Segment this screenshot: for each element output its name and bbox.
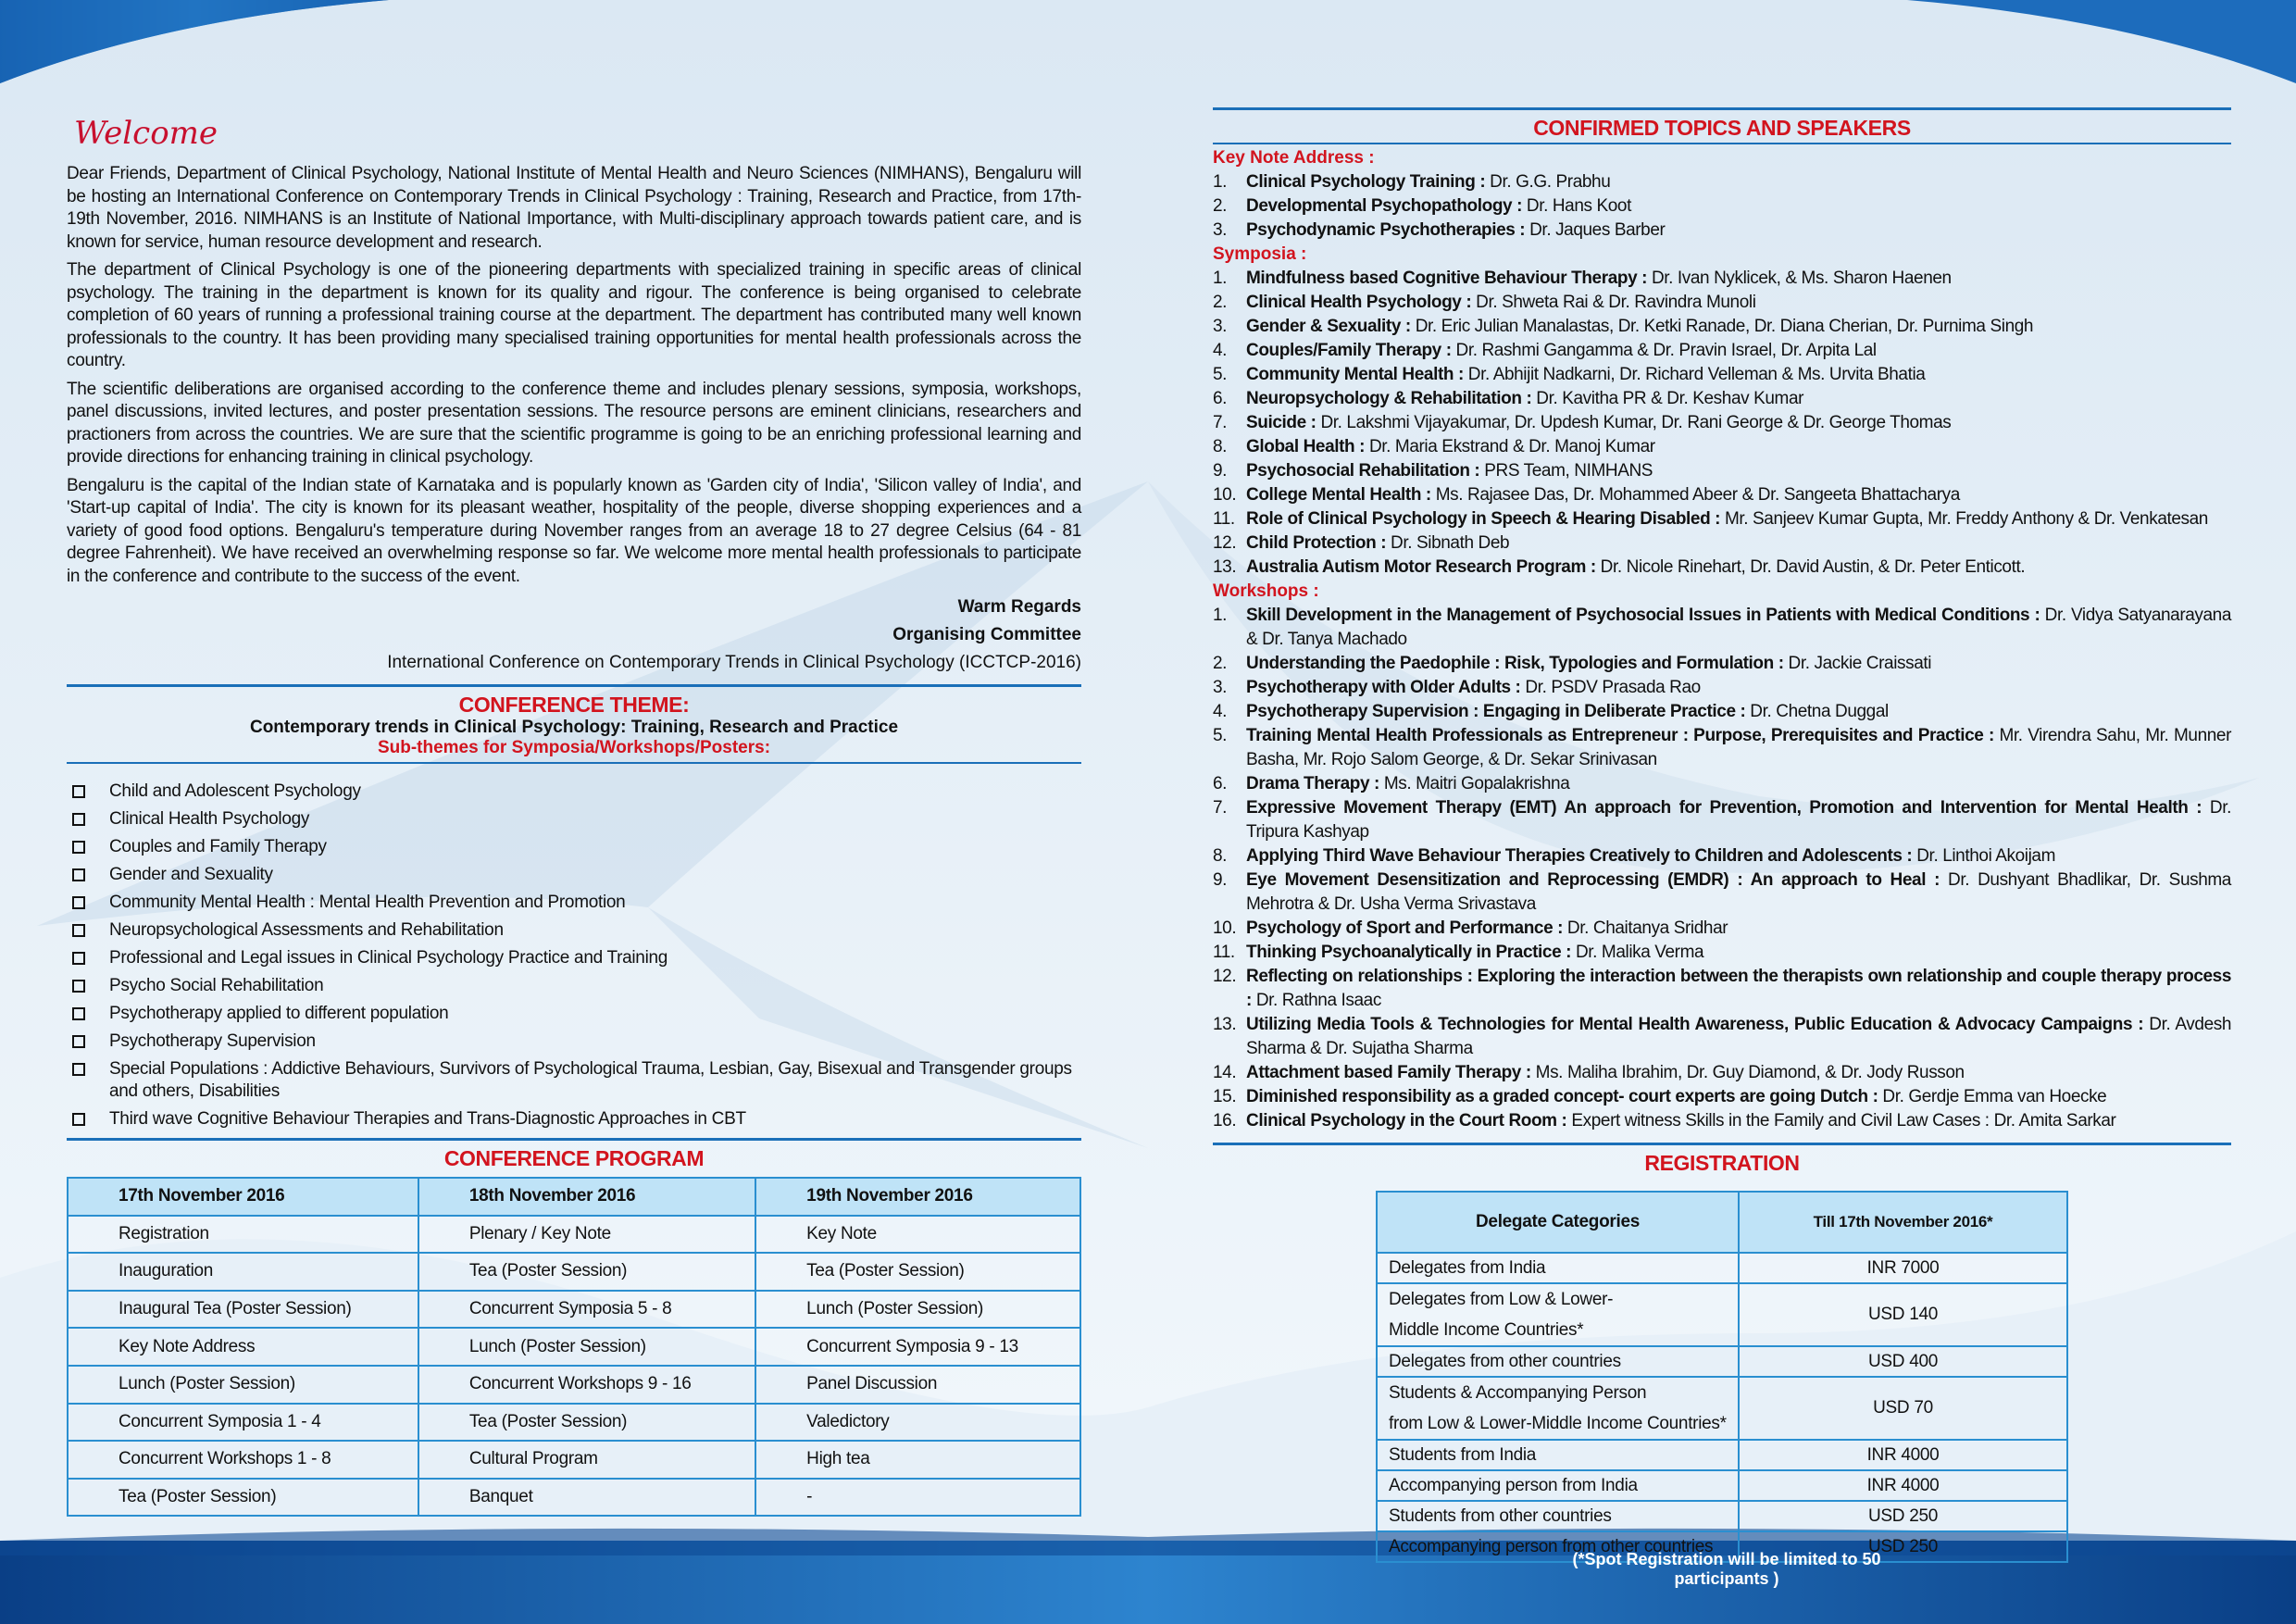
item-number: 2. [1213, 196, 1228, 216]
item-title: College Mental Health : [1246, 485, 1431, 505]
item-text [1246, 411, 2231, 435]
item-speakers: Dr. Tripura Kashyap [1246, 798, 2231, 842]
item-speakers: Mr. Virendra Sahu, Mr. Munner Basha, Mr. Rojo Salom George, & Dr. Sekar Srinivasan [1246, 726, 2231, 769]
item-number: 2. [1213, 654, 1228, 673]
table-cell: Delegates from India [1377, 1253, 1739, 1283]
list-item [1213, 1013, 2231, 1061]
list-item [1213, 1061, 2231, 1085]
item-number: 3. [1213, 220, 1228, 240]
item-number: 12. [1213, 533, 1237, 553]
list-item [1213, 676, 2231, 700]
item-speakers: Dr. Maria Ekstrand & Dr. Manoj Kumar [1365, 437, 1655, 456]
item-text [1246, 676, 2231, 700]
item-number: 8. [1213, 846, 1228, 866]
item-title: Couples/Family Therapy : [1246, 341, 1452, 360]
item-speakers: Dr. Chetna Duggal [1745, 702, 1889, 721]
item-number: 5. [1213, 365, 1228, 384]
keynote-list [1213, 170, 2231, 243]
list-item [1213, 507, 2231, 531]
item-number: 10. [1213, 485, 1237, 505]
item-text [1246, 1085, 2231, 1109]
item-title: Training Mental Health Professionals as Entrepreneur : Purpose, Prerequisites and Practice : [1246, 726, 1994, 745]
subthemes-heading: Sub-themes for Symposia/Workshops/Posters: [377, 738, 771, 757]
subtheme-item: Gender and Sexuality [67, 864, 1081, 886]
item-speakers: Dr. Chaitanya Sridhar [1563, 918, 1728, 938]
list-item [1213, 556, 2231, 580]
table-cell: Cultural Program [418, 1441, 755, 1479]
item-speakers: Dr. Dushyant Bhadlikar, Dr. Sushma Mehrotra & Dr. Usha Verma Srivastava [1246, 870, 2231, 914]
list-item [1213, 531, 2231, 556]
table-row [1377, 1346, 2067, 1377]
table-cell: Concurrent Symposia 9 - 13 [755, 1328, 1080, 1366]
table-cell: USD 250 [1739, 1531, 2067, 1562]
table-cell: Key Note [755, 1216, 1080, 1254]
list-item [1213, 652, 2231, 676]
table-cell: INR 4000 [1739, 1440, 2067, 1470]
keynote-label: Key Note Address : [1213, 148, 1375, 168]
list-item [1213, 1085, 2231, 1109]
table-cell: - [755, 1479, 1080, 1517]
table-cell: Students & Accompanying Person from Low & Lower-Middle Income Countries* [1377, 1377, 1739, 1440]
item-title: Understanding the Paedophile : Risk, Typologies and Formulation : [1246, 654, 1784, 673]
checkbox-icon [72, 868, 85, 881]
table-row [1377, 1470, 2067, 1501]
item-number: 1. [1213, 172, 1228, 192]
subtheme-item: Neuropsychological Assessments and Rehabilitation [67, 919, 1081, 942]
item-number: 15. [1213, 1087, 1237, 1106]
workshops-label: Workshops : [1213, 581, 1319, 601]
subtheme-item: Community Mental Health : Mental Health Prevention and Promotion [67, 892, 1081, 914]
item-text [1246, 965, 2231, 1013]
symposia-list [1213, 267, 2231, 580]
table-cell: Valedictory [755, 1404, 1080, 1442]
list-item [1213, 724, 2231, 772]
list-item [1213, 194, 2231, 219]
checkbox-icon [72, 813, 85, 826]
table-row [68, 1216, 1080, 1254]
list-item [1213, 219, 2231, 243]
item-speakers: Expert witness Skills in the Family and Civil Law Cases : Dr. Amita Sarkar [1566, 1111, 2116, 1131]
item-speakers: Ms. Maitri Gopalakrishna [1379, 774, 1570, 793]
conference-theme-title: Contemporary trends in Clinical Psychology: Training, Research and Practice [249, 718, 899, 737]
table-cell: Lunch (Poster Session) [755, 1291, 1080, 1329]
item-title: Psychotherapy Supervision : Engaging in Deliberate Practice : [1246, 702, 1746, 721]
item-text [1246, 796, 2231, 844]
item-number: 7. [1213, 413, 1228, 432]
list-item [1213, 291, 2231, 315]
item-number: 6. [1213, 389, 1228, 408]
item-title: Psychosocial Rehabilitation : [1246, 461, 1480, 481]
item-text [1246, 387, 2231, 411]
subtheme-item: Child and Adolescent Psychology [67, 781, 1081, 803]
list-item [1213, 170, 2231, 194]
table-cell: Lunch (Poster Session) [68, 1366, 418, 1404]
item-speakers: Dr. G.G. Prabhu [1485, 172, 1611, 192]
table-header-row [1377, 1192, 2067, 1253]
list-item [1213, 700, 2231, 724]
item-speakers: Dr. Jaques Barber [1525, 220, 1666, 240]
list-item [1213, 796, 2231, 844]
item-speakers: Dr. Nicole Rinehart, Dr. David Austin, & Dr. Peter Enticott. [1595, 557, 2026, 577]
welcome-title: Welcome [74, 115, 218, 152]
item-number: 9. [1213, 461, 1228, 481]
table-cell: USD 400 [1739, 1346, 2067, 1377]
item-text [1246, 604, 2231, 652]
list-item [1213, 604, 2231, 652]
checkbox-icon [72, 924, 85, 937]
conference-theme-heading: CONFERENCE THEME: [458, 693, 690, 717]
item-speakers: Dr. Abhijit Nadkarni, Dr. Richard Velleman & Ms. Urvita Bhatia [1463, 365, 1926, 384]
item-number: 3. [1213, 317, 1228, 336]
checkbox-icon [72, 952, 85, 965]
list-item [1213, 941, 2231, 965]
item-speakers: Dr. Linthoi Akoijam [1912, 846, 2055, 866]
item-speakers: Dr. Gerdje Emma van Hoecke [1878, 1087, 2107, 1106]
subtheme-item: Professional and Legal issues in Clinical Psychology Practice and Training [67, 947, 1081, 969]
column-header: 17th November 2016 [68, 1178, 418, 1216]
table-row [68, 1328, 1080, 1366]
item-title: Utilizing Media Tools & Technologies for Mental Health Awareness, Public Education & Advocacy Campaigns : [1246, 1015, 2144, 1034]
item-text [1246, 219, 2231, 243]
section-divider [1213, 1143, 2231, 1145]
table-row [68, 1253, 1080, 1291]
item-speakers: Dr. Malika Verma [1571, 943, 1704, 962]
subtheme-item: Psycho Social Rehabilitation [67, 975, 1081, 997]
item-speakers: Dr. Vidya Satyanarayana & Dr. Tanya Machado [1246, 606, 2232, 649]
table-row [1377, 1440, 2067, 1470]
table-cell: Banquet [418, 1479, 755, 1517]
table-cell: Students from India [1377, 1440, 1739, 1470]
table-row [68, 1441, 1080, 1479]
item-title: Role of Clinical Psychology in Speech & Hearing Disabled : [1246, 509, 1721, 529]
item-title: Suicide : [1246, 413, 1316, 432]
item-text [1246, 194, 2231, 219]
checkbox-icon [72, 1063, 85, 1076]
list-item [1213, 772, 2231, 796]
item-title: Global Health : [1246, 437, 1366, 456]
column-header: 18th November 2016 [418, 1178, 755, 1216]
table-cell: Key Note Address [68, 1328, 418, 1366]
item-number: 9. [1213, 870, 1228, 890]
checkbox-icon [72, 980, 85, 993]
signature-block [67, 593, 1081, 677]
item-speakers: Dr. Ivan Nyklicek, & Ms. Sharon Haenen [1647, 269, 1952, 288]
item-text [1246, 363, 2231, 387]
checkbox-icon [72, 841, 85, 854]
column-header: Delegate Categories [1377, 1192, 1739, 1253]
item-text [1246, 315, 2231, 339]
item-title: Diminished responsibility as a graded concept- court experts are going Dutch : [1246, 1087, 1878, 1106]
column-header: 19th November 2016 [755, 1178, 1080, 1216]
checkbox-icon [72, 1035, 85, 1048]
welcome-paragraph: The scientific deliberations are organised according to the conference theme and includes plenary sessions, symposia, workshops, panel discussions, invited lectures, and poster presentation sessions. The resource persons are eminent clinicians, researchers and practioners from across the countries. We are sure that the scientific programme is going to be an enriching professional learning and provide directions for enhancing training in clinical psychology. [67, 379, 1081, 467]
item-title: Australia Autism Motor Research Program : [1246, 557, 1596, 577]
table-cell: Students from other countries [1377, 1501, 1739, 1531]
list-item [1213, 844, 2231, 868]
item-number: 6. [1213, 774, 1228, 793]
item-number: 10. [1213, 918, 1237, 938]
item-title: Eye Movement Desensitization and Reprocessing (EMDR) : An approach to Heal : [1246, 870, 1940, 890]
list-item [1213, 315, 2231, 339]
item-speakers: Dr. Shweta Rai & Dr. Ravindra Munoli [1471, 293, 1756, 312]
item-title: Psychology of Sport and Performance : [1246, 918, 1564, 938]
table-cell: Delegates from Low & Lower- Middle Income Countries* [1377, 1283, 1739, 1346]
item-speakers: Dr. PSDV Prasada Rao [1520, 678, 1701, 697]
item-text [1246, 531, 2231, 556]
item-title: Thinking Psychoanalytically in Practice : [1246, 943, 1572, 962]
section-divider [67, 762, 1081, 764]
welcome-paragraph: Dear Friends, Department of Clinical Psychology, National Institute of Mental Health and Neuro Sciences (NIMHANS), Bengaluru will be hosting an International Conference on Contemporary Trends in Clinical Psychology : Training, Research and Practice, from 17th-19th November, 2016. NIMHANS is an Institute of National Importance, with Multi-disciplinary approach towards patient care, and is known for service, human resource development and research. [67, 164, 1081, 252]
welcome-paragraph: The department of Clinical Psychology is one of the pioneering departments with specialized training in specific areas of clinical psychology. The training in the department is known for its quality and rigour. The conference is being organised to celebrate completion of 60 years of running a professional training course at the department. The department has contributed many well known professionals to the country. It has been providing many specialised training opportunities for mental health professionals across the country. [67, 260, 1081, 370]
table-cell: Lunch (Poster Session) [418, 1328, 755, 1366]
item-number: 13. [1213, 1015, 1237, 1034]
item-title: Drama Therapy : [1246, 774, 1379, 793]
item-speakers: Dr. Rathna Isaac [1251, 991, 1381, 1010]
table-row [1377, 1377, 2067, 1440]
item-number: 1. [1213, 606, 1228, 625]
list-item [1213, 868, 2231, 917]
item-text [1246, 917, 2231, 941]
table-cell: Tea (Poster Session) [755, 1253, 1080, 1291]
item-title: Psychotherapy with Older Adults : [1246, 678, 1521, 697]
item-number: 12. [1213, 967, 1237, 986]
item-speakers: Dr. Sibnath Deb [1386, 533, 1510, 553]
table-cell: USD 70 [1739, 1377, 2067, 1440]
table-row [68, 1479, 1080, 1517]
list-item [1213, 917, 2231, 941]
item-title: Skill Development in the Management of Psychosocial Issues in Patients with Medical Conditions : [1246, 606, 2040, 625]
item-title: Clinical Psychology in the Court Room : [1246, 1111, 1567, 1131]
list-item [1213, 435, 2231, 459]
table-cell: Registration [68, 1216, 418, 1254]
table-cell: Concurrent Symposia 1 - 4 [68, 1404, 418, 1442]
table-cell: INR 4000 [1739, 1470, 2067, 1501]
table-cell: Accompanying person from India [1377, 1470, 1739, 1501]
conference-name: International Conference on Contemporary Trends in Clinical Psychology (ICCTCP-2016) [387, 653, 1081, 672]
warm-regards: Warm Regards [957, 597, 1081, 617]
item-speakers: Dr. Rashmi Gangamma & Dr. Pravin Israel, Dr. Arpita Lal [1451, 341, 1877, 360]
list-item [1213, 459, 2231, 483]
item-text [1246, 483, 2231, 507]
subtheme-item: Psychotherapy applied to different population [67, 1003, 1081, 1025]
item-title: Mindfulness based Cognitive Behaviour Therapy : [1246, 269, 1648, 288]
table-row [1377, 1283, 2067, 1346]
table-cell: Delegates from other countries [1377, 1346, 1739, 1377]
checkbox-icon [72, 1113, 85, 1126]
item-title: Developmental Psychopathology : [1246, 196, 1522, 216]
item-speakers: Dr. Lakshmi Vijayakumar, Dr. Updesh Kumar, Dr. Rani George & Dr. George Thomas [1316, 413, 1952, 432]
item-text [1246, 772, 2231, 796]
list-item [1213, 411, 2231, 435]
list-item [1213, 1109, 2231, 1133]
item-title: Neuropsychology & Rehabilitation : [1246, 389, 1532, 408]
conference-program-heading: CONFERENCE PROGRAM [443, 1146, 705, 1170]
item-speakers: Dr. Hans Koot [1522, 196, 1631, 216]
item-title: Child Protection : [1246, 533, 1387, 553]
item-text [1246, 941, 2231, 965]
section-divider [1213, 107, 2231, 110]
item-speakers: Ms. Rajasee Das, Dr. Mohammed Abeer & Dr. Sangeeta Bhattacharya [1430, 485, 1960, 505]
welcome-paragraph: Bengaluru is the capital of the Indian state of Karnataka and is popularly known as 'Garden city of India', 'Silicon valley of India', and 'Start-up capital of India'. The city is known for its pleasant weather, hospitality of the people, diverse shopping experiences and a variety of good food options. Bengaluru's temperature during November ranges from an average 18 to 27 degree Celsius (64 - 81 degree Fahrenheit). We have received an overwhelming response so far. We welcome more mental health professionals to participate in the conference and contribute to the success of the event. [67, 475, 1081, 586]
table-row [1377, 1253, 2067, 1283]
table-row [68, 1366, 1080, 1404]
table-cell: High tea [755, 1441, 1080, 1479]
table-header-row [68, 1178, 1080, 1216]
item-text [1246, 1109, 2231, 1133]
item-title: Applying Third Wave Behaviour Therapies Creatively to Children and Adolescents : [1246, 846, 1913, 866]
table-cell: USD 140 [1739, 1283, 2067, 1346]
item-text [1246, 170, 2231, 194]
registration-note: (*Spot Registration will be limited to 50 participants ) [1572, 1550, 1881, 1588]
table-cell: USD 250 [1739, 1501, 2067, 1531]
subtheme-item: Clinical Health Psychology [67, 808, 1081, 831]
item-speakers: PRS Team, NIMHANS [1479, 461, 1653, 481]
item-number: 16. [1213, 1111, 1237, 1131]
item-title: Reflecting on relationships : Exploring the interaction between the therapists own relationship and couple therapy process : [1246, 967, 2231, 1010]
right-column [1213, 102, 2231, 1563]
table-row [68, 1404, 1080, 1442]
list-item [1213, 339, 2231, 363]
list-item [1213, 387, 2231, 411]
item-title: Expressive Movement Therapy (EMT) An approach for Prevention, Promotion and Intervention for Mental Health : [1246, 798, 2202, 818]
item-speakers: Ms. Maliha Ibrahim, Dr. Guy Diamond, & Dr. Jody Russon [1530, 1063, 1965, 1082]
item-text [1246, 1061, 2231, 1085]
table-cell: Tea (Poster Session) [418, 1253, 755, 1291]
table-cell: Concurrent Symposia 5 - 8 [418, 1291, 755, 1329]
table-cell: Inauguration [68, 1253, 418, 1291]
column-header: Till 17th November 2016* [1739, 1192, 2067, 1253]
table-cell: INR 7000 [1739, 1253, 2067, 1283]
subtheme-item: Couples and Family Therapy [67, 836, 1081, 858]
checkbox-icon [72, 785, 85, 798]
table-cell: Concurrent Workshops 1 - 8 [68, 1441, 418, 1479]
list-item [1213, 483, 2231, 507]
table-cell: Inaugural Tea (Poster Session) [68, 1291, 418, 1329]
item-text [1246, 339, 2231, 363]
item-number: 1. [1213, 269, 1228, 288]
table-row [68, 1291, 1080, 1329]
table-cell: Panel Discussion [755, 1366, 1080, 1404]
item-number: 13. [1213, 557, 1237, 577]
section-divider [67, 1138, 1081, 1141]
item-speakers: Mr. Sanjeev Kumar Gupta, Mr. Freddy Anthony & Dr. Venkatesan [1720, 509, 2208, 529]
topics-heading: CONFIRMED TOPICS AND SPEAKERS [1533, 116, 1911, 140]
item-number: 5. [1213, 726, 1228, 745]
item-speakers: Dr. Jackie Craissati [1783, 654, 1932, 673]
symposia-label: Symposia : [1213, 244, 1307, 264]
registration-heading: REGISTRATION [1644, 1151, 1800, 1175]
item-text [1246, 459, 2231, 483]
subtheme-item: Special Populations : Addictive Behaviours, Survivors of Psychological Trauma, Lesbian, Gay, Bisexual and Transgender groups and others, Disabilities [67, 1058, 1081, 1103]
item-title: Clinical Health Psychology : [1246, 293, 1472, 312]
left-column [67, 102, 1081, 1517]
item-speakers: Dr. Kavitha PR & Dr. Keshav Kumar [1531, 389, 1804, 408]
item-text [1246, 1013, 2231, 1061]
section-divider [67, 684, 1081, 687]
registration-table [1376, 1191, 2068, 1563]
item-number: 14. [1213, 1063, 1237, 1082]
item-text [1246, 700, 2231, 724]
item-title: Attachment based Family Therapy : [1246, 1063, 1531, 1082]
item-text [1246, 291, 2231, 315]
table-cell: Plenary / Key Note [418, 1216, 755, 1254]
item-text [1246, 267, 2231, 291]
table-cell: Concurrent Workshops 9 - 16 [418, 1366, 755, 1404]
organising-committee: Organising Committee [892, 625, 1081, 644]
checkbox-icon [72, 1007, 85, 1020]
item-text [1246, 435, 2231, 459]
list-item [1213, 267, 2231, 291]
table-cell: Tea (Poster Session) [68, 1479, 418, 1517]
item-speakers: Dr. Eric Julian Manalastas, Dr. Ketki Ranade, Dr. Diana Cherian, Dr. Purnima Singh [1410, 317, 2034, 336]
table-cell: Tea (Poster Session) [418, 1404, 755, 1442]
subtheme-item: Psychotherapy Supervision [67, 1031, 1081, 1053]
item-title: Gender & Sexuality : [1246, 317, 1411, 336]
item-title: Clinical Psychology Training : [1246, 172, 1486, 192]
table-cell: Accompanying person from other countries [1377, 1531, 1739, 1562]
checkbox-icon [72, 896, 85, 909]
item-text [1246, 652, 2231, 676]
item-title: Community Mental Health : [1246, 365, 1464, 384]
workshops-list [1213, 604, 2231, 1133]
section-divider [1213, 143, 2231, 144]
subthemes-list [67, 781, 1081, 1131]
item-text [1246, 724, 2231, 772]
item-number: 8. [1213, 437, 1228, 456]
subtheme-item: Third wave Cognitive Behaviour Therapies and Trans-Diagnostic Approaches in CBT [67, 1108, 1081, 1131]
item-number: 7. [1213, 798, 1228, 818]
item-text [1246, 507, 2231, 531]
item-text [1246, 556, 2231, 580]
item-number: 2. [1213, 293, 1228, 312]
item-number: 11. [1213, 943, 1235, 962]
list-item [1213, 965, 2231, 1013]
item-speakers: Dr. Avdesh Sharma & Dr. Sujatha Sharma [1246, 1015, 2232, 1058]
item-number: 3. [1213, 678, 1228, 697]
item-text [1246, 844, 2231, 868]
item-number: 11. [1213, 509, 1235, 529]
item-title: Psychodynamic Psychotherapies : [1246, 220, 1526, 240]
item-number: 4. [1213, 341, 1228, 360]
item-number: 4. [1213, 702, 1228, 721]
list-item [1213, 363, 2231, 387]
item-text [1246, 868, 2231, 917]
table-row [1377, 1501, 2067, 1531]
program-table [67, 1177, 1081, 1517]
